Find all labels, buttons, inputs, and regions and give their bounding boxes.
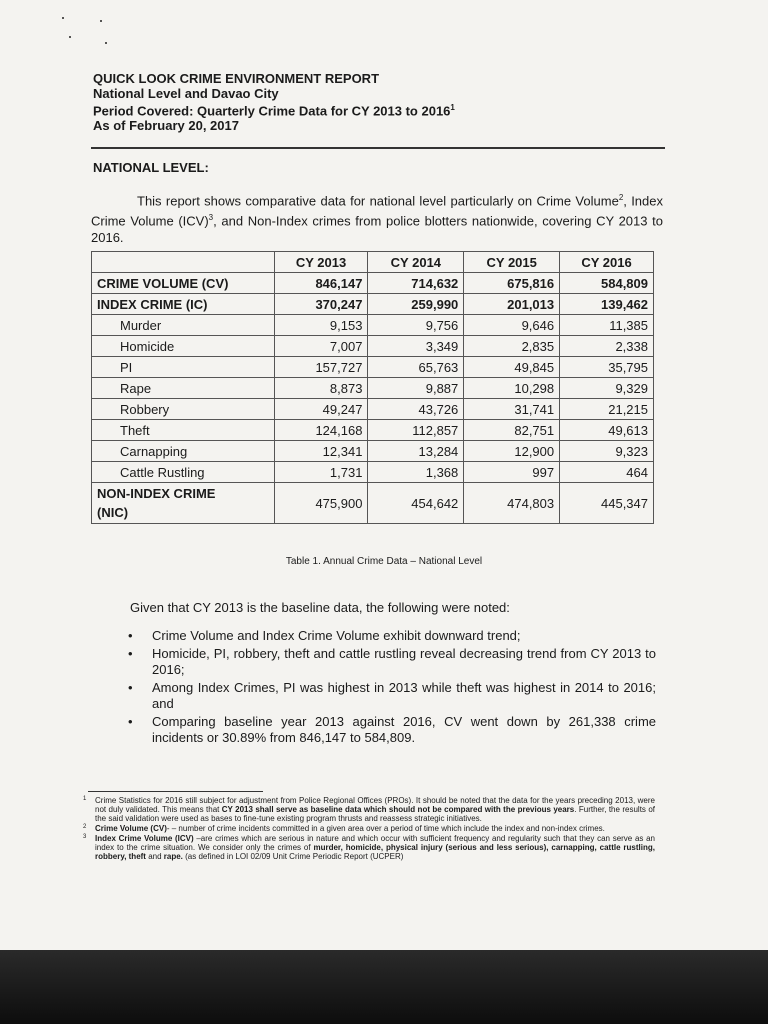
table-cell: 12,341 [274, 441, 368, 462]
table-cell: 445,347 [560, 483, 654, 524]
table-row-theft [92, 420, 654, 441]
table-cell: 474,803 [464, 483, 560, 524]
column-header: CY 2014 [368, 252, 464, 273]
table-cell: 7,007 [274, 336, 368, 357]
table-cell: 49,613 [560, 420, 654, 441]
column-header: CY 2015 [464, 252, 560, 273]
row-label: INDEX CRIME (IC) [92, 294, 275, 315]
row-label: Theft [92, 420, 275, 441]
footnotes [83, 796, 655, 862]
report-period: Period Covered: Quarterly Crime Data for CY 2013 to 2016$^1$ [93, 103, 455, 119]
table-cell: 846,147 [274, 273, 368, 294]
table-row-homicide [92, 336, 654, 357]
report-title: QUICK LOOK CRIME ENVIRONMENT REPORT [93, 71, 380, 86]
footnote-2: 2 Crime Volume (CV)- – number of crime incidents committed in a given area over a period of time which include the index and non-index crimes. [83, 824, 605, 834]
table-cell: 9,153 [274, 315, 368, 336]
row-label: CRIME VOLUME (CV) [92, 273, 275, 294]
table-cell: 2,338 [560, 336, 654, 357]
intro-paragraph: This report shows comparative data for national level particularly on Crime Volume$^2$, Index Crime Volume (ICV)$^3$, and Non-Index crimes from police blotters nationwide, covering CY 2013 to 2016. [91, 193, 664, 245]
row-label: Homicide [92, 336, 275, 357]
table-cell: 10,298 [464, 378, 560, 399]
table-cell: 475,900 [274, 483, 368, 524]
table-cell: 9,323 [560, 441, 654, 462]
table-cell: 21,215 [560, 399, 654, 420]
table-row-pi [92, 357, 654, 378]
table-cell: 139,462 [560, 294, 654, 315]
header-divider [91, 147, 665, 149]
row-label: Cattle Rustling [92, 462, 275, 483]
row-label: Robbery [92, 399, 275, 420]
footnote-divider [88, 791, 263, 792]
table-cell: 35,795 [560, 357, 654, 378]
table-cell: 714,632 [368, 273, 464, 294]
crime-data-table [91, 251, 654, 524]
table-cell: 675,816 [464, 273, 560, 294]
list-item: • Among Index Crimes, PI was highest in 2013 while theft was highest in 2014 to 2016; and [128, 680, 656, 712]
table-cell: 12,900 [464, 441, 560, 462]
table-cell: 157,727 [274, 357, 368, 378]
table-cell: 65,763 [368, 357, 464, 378]
table-cell: 124,168 [274, 420, 368, 441]
table-cell: 11,385 [560, 315, 654, 336]
table-cell: 1,368 [368, 462, 464, 483]
table-cell: 31,741 [464, 399, 560, 420]
list-item: • Homicide, PI, robbery, theft and cattle rustling reveal decreasing trend from CY 2013 to 2016; [128, 646, 656, 678]
table-cell: 259,990 [368, 294, 464, 315]
scan-background [0, 950, 768, 1024]
table-cell: 370,247 [274, 294, 368, 315]
table-cell: 82,751 [464, 420, 560, 441]
footnote-ref: 1 [450, 103, 455, 112]
table-cell: 464 [560, 462, 654, 483]
report-subtitle: National Level and Davao City [93, 85, 279, 101]
column-header: CY 2016 [560, 252, 654, 273]
footnote-1: 1 Crime Statistics for 2016 still subject for adjustment from Police Regional Offices (PROs). It should be noted that the data for the years preceding 2013, were not duly validated. This means that CY 2013 shall serve as baseline data which should not be compared with the previous years. Further, the results of the said validation were used as bases to fine-tune existing program thrusts and reassess strategic initiatives. [83, 796, 655, 824]
row-label: Carnapping [92, 441, 275, 462]
table-header-row [92, 252, 654, 273]
table-cell: 13,284 [368, 441, 464, 462]
table-row-rape [92, 378, 654, 399]
footnote-ref: 3 [208, 212, 214, 222]
table-caption: Table 1. Annual Crime Data – National Level [285, 556, 483, 567]
row-label: PI [92, 357, 275, 378]
table-cell: 2,835 [464, 336, 560, 357]
footnote-ref: 2 [618, 193, 624, 202]
table-cell: 8,873 [274, 378, 368, 399]
footnote-3: 3 Index Crime Volume (ICV) –are crimes which are serious in nature and which occur with sufficient frequency and regularity such that they can serve as an index to the crime situation. We consider only the crimes of murder, homicide, physical injury (serious and less serious), carnapping, cattle rustling, robbery, theft and rape. (as defined in LOI 02/09 Unit Crime Periodic Report (UCPER) [83, 833, 656, 862]
table-row-cattle-rustling [92, 462, 654, 483]
table-corner-cell [92, 252, 275, 273]
findings-list [128, 628, 656, 748]
row-label: Rape [92, 378, 275, 399]
table-row-non-index-crime [92, 483, 654, 524]
table-row-carnapping [92, 441, 654, 462]
list-item: • Comparing baseline year 2013 against 2016, CV went down by 261,338 crime incidents or 30.89% from 846,147 to 584,809. [128, 714, 656, 746]
table-row-index-crime [92, 294, 654, 315]
report-date: As of February 20, 2017 [93, 117, 239, 133]
scan-specks [60, 12, 130, 42]
table-cell: 9,887 [368, 378, 464, 399]
table-row-murder [92, 315, 654, 336]
row-label: NON-INDEX CRIME (NIC) [92, 483, 275, 524]
table-cell: 1,731 [274, 462, 368, 483]
row-label: Murder [92, 315, 275, 336]
table-cell: 49,247 [274, 399, 368, 420]
table-cell: 43,726 [368, 399, 464, 420]
table-cell: 49,845 [464, 357, 560, 378]
table-cell: 9,329 [560, 378, 654, 399]
column-header: CY 2013 [274, 252, 368, 273]
table-cell: 9,756 [368, 315, 464, 336]
table-cell: 584,809 [560, 273, 654, 294]
table-cell: 112,857 [368, 420, 464, 441]
table-cell: 201,013 [464, 294, 560, 315]
table-cell: 454,642 [368, 483, 464, 524]
report-header [93, 72, 673, 133]
table-cell: 3,349 [368, 336, 464, 357]
table-row-crime-volume [92, 273, 654, 294]
section-title: NATIONAL LEVEL: [93, 160, 209, 175]
table-row-robbery [92, 399, 654, 420]
list-item: • Crime Volume and Index Crime Volume exhibit downward trend; [128, 628, 656, 644]
table-cell: 997 [464, 462, 560, 483]
table-cell: 9,646 [464, 315, 560, 336]
findings-intro: Given that CY 2013 is the baseline data, the following were noted: [130, 600, 510, 615]
